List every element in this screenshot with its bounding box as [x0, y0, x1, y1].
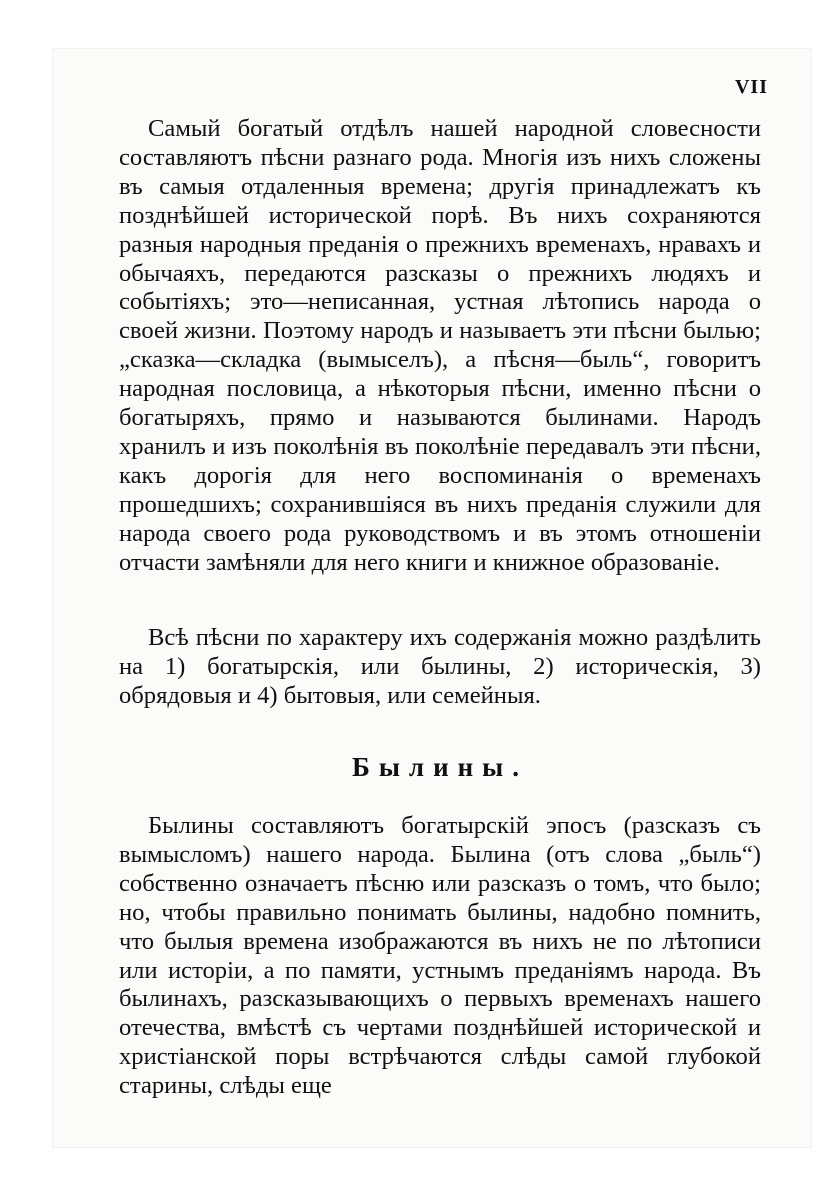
page-number: VII: [734, 76, 768, 98]
paragraph-songs-overview: Самый богатый отдѣлъ нашей народной словесности составляютъ пѣсни разнаго рода. Многія изъ нихъ сложены въ самыя отдаленныя времена; другія принадлежатъ къ позднѣйшей исторической порѣ. Въ нихъ сохраняются разныя народныя преданія о прежнихъ временахъ, нравахъ и обычаяхъ, передаются разсказы о прежнихъ людяхъ и событіяхъ; это—неписанная, устная лѣтопись народа о своей жизни. Поэтому народъ и называетъ эти пѣсни былью; „сказка—складка (вымыселъ), а пѣсня—быль“, говоритъ народная пословица, а нѣкоторыя пѣсни, именно пѣсни о богатыряхъ, прямо и называются былинами. Народъ хранилъ и изъ поколѣнія въ поколѣніе передавалъ эти пѣсни, какъ дорогія для него воспоминанія о временахъ прошедшихъ; сохранившіяся въ нихъ преданія служили для народа своего рода руководствомъ и въ этомъ отношеніи отчасти замѣняли для него книги и книжное образованіе.: [119, 115, 761, 576]
text-block-intro: [119, 115, 761, 578]
paragraph-song-types: Всѣ пѣсни по характеру ихъ содержанія можно раздѣлить на 1) богатырскія, или былины, 2) историческія, 3) обрядовыя и 4) бытовыя, или семейныя.: [119, 624, 761, 709]
section-heading: Былины.: [351, 752, 529, 782]
text-block-classification: [119, 624, 761, 711]
text-block-byliny: [119, 812, 761, 1101]
paragraph-byliny: Былины составляютъ богатырскій эпосъ (разсказъ съ вымысломъ) нашего народа. Былина (отъ слова „быль“) собственно означаетъ пѣсню или разсказъ о томъ, что было; но, чтобы правильно понимать былины, надобно помнить, что былыя времена изображаются въ нихъ не по лѣтописи или исторіи, а по памяти, устнымъ преданіямъ народа. Въ былинахъ, разсказывающихъ о первыхъ временахъ нашего отечества, вмѣстѣ съ чертами позднѣйшей исторической и христіанской поры встрѣчаются слѣды самой глубокой старины, слѣды еще: [119, 812, 761, 1100]
